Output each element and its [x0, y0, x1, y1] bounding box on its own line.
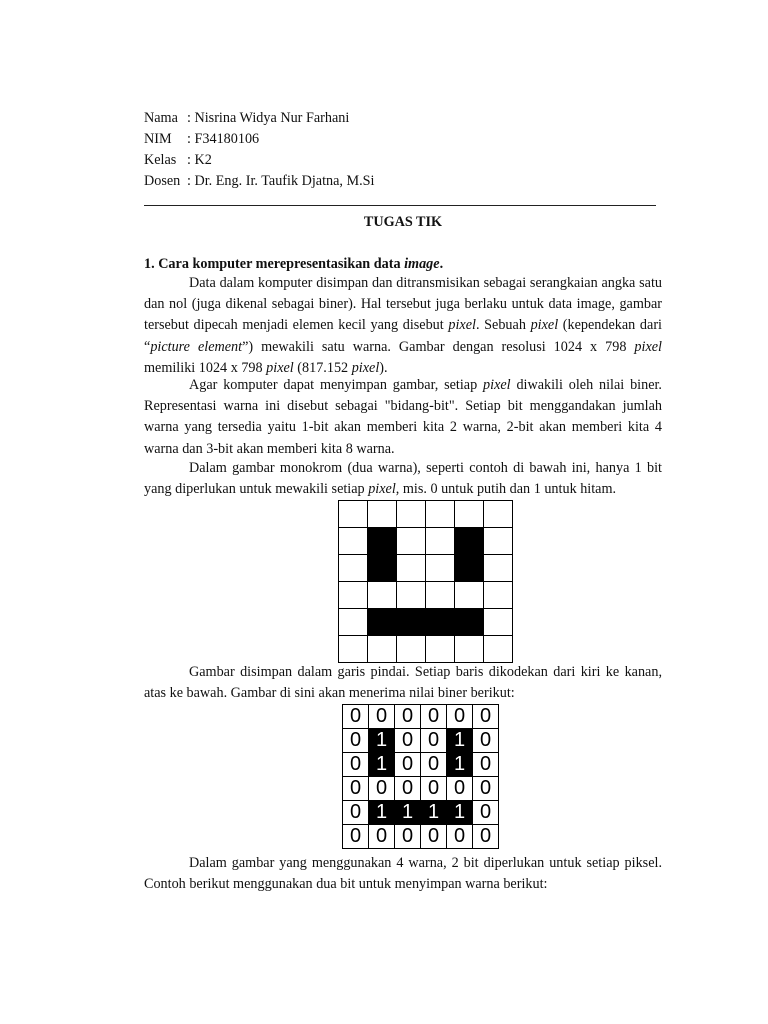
pixel-cell: [484, 609, 513, 636]
nim-label: NIM: [144, 131, 172, 147]
pixel-cell: [397, 609, 426, 636]
binary-cell: 0: [473, 729, 499, 753]
pixel-cell: [455, 582, 484, 609]
binary-cell: 0: [395, 705, 421, 729]
binary-cell: 0: [369, 705, 395, 729]
nama-line: [144, 108, 662, 129]
pixel-cell: [426, 555, 455, 582]
pixel-cell: [368, 501, 397, 528]
binary-cell: 0: [343, 729, 369, 753]
binary-cell: 0: [421, 777, 447, 801]
binary-cell: 0: [343, 753, 369, 777]
pixel-cell: [426, 582, 455, 609]
pixel-cell: [397, 501, 426, 528]
binary-value-grid: [342, 704, 499, 849]
nim-value: : F34180106: [187, 131, 260, 147]
binary-cell: 1: [395, 801, 421, 825]
binary-cell: 0: [369, 825, 395, 849]
binary-row: [343, 801, 499, 825]
binary-cell: 0: [421, 825, 447, 849]
binary-cell: 0: [421, 729, 447, 753]
binary-cell: 0: [473, 753, 499, 777]
pixel-row: [339, 555, 513, 582]
binary-cell: 0: [447, 705, 473, 729]
binary-cell: 0: [473, 777, 499, 801]
pixel-cell: [455, 501, 484, 528]
binary-row: [343, 729, 499, 753]
binary-cell: 0: [473, 825, 499, 849]
binary-row: [343, 825, 499, 849]
pixel-cell: [484, 528, 513, 555]
binary-cell: 0: [395, 753, 421, 777]
pixel-cell: [426, 501, 455, 528]
pixel-cell: [339, 609, 368, 636]
dosen-line: [144, 171, 662, 192]
pixel-cell: [397, 555, 426, 582]
pixel-cell: [426, 528, 455, 555]
nim-line: [144, 129, 662, 150]
pixel-cell: [339, 636, 368, 663]
binary-cell: 1: [447, 801, 473, 825]
dosen-label: Dosen: [144, 173, 181, 189]
paragraph-2: Agar komputer dapat menyimpan gambar, setiap pixel diwakili oleh nilai biner. Representasi warna ini disebut sebagai "bidang-bit". Setiap bit menggandakan jumlah warna yang tersedia yaitu 1-bit akan memberi kita 2 warna, 2-bit akan memberi kita 4 warna dan 3-bit akan memberi kita 8 warna.: [144, 377, 662, 457]
kelas-value: : K2: [187, 152, 212, 168]
binary-cell: 0: [421, 705, 447, 729]
paragraph-4: Gambar disimpan dalam garis pindai. Setiap baris dikodekan dari kiri ke kanan, atas ke bawah. Gambar di sini akan menerima nilai biner berikut:: [144, 664, 662, 702]
pixel-cell: [368, 555, 397, 582]
pixel-cell: [397, 636, 426, 663]
pixel-cell: [368, 582, 397, 609]
pixel-cell: [368, 609, 397, 636]
binary-cell: 1: [421, 801, 447, 825]
binary-cell: 0: [395, 825, 421, 849]
pixel-cell: [455, 609, 484, 636]
binary-cell: 1: [447, 729, 473, 753]
pixel-cell: [484, 501, 513, 528]
binary-cell: 0: [447, 777, 473, 801]
binary-cell: 1: [447, 753, 473, 777]
pixel-cell: [397, 528, 426, 555]
document-title: TUGAS TIK: [363, 214, 443, 230]
binary-cell: 1: [369, 753, 395, 777]
section-heading-italic: image: [404, 256, 440, 272]
monochrome-pixel-grid: [338, 500, 513, 663]
nama-label: Nama: [144, 110, 178, 126]
pixel-cell: [368, 528, 397, 555]
pixel-row: [339, 582, 513, 609]
binary-cell: 0: [473, 705, 499, 729]
section-heading-text: 1. Cara komputer merepresentasikan data: [144, 256, 405, 272]
pixel-cell: [339, 501, 368, 528]
pixel-cell: [339, 582, 368, 609]
pixel-row: [339, 528, 513, 555]
binary-row: [343, 705, 499, 729]
pixel-row: [339, 636, 513, 663]
pixel-cell: [484, 555, 513, 582]
pixel-cell: [455, 528, 484, 555]
pixel-cell: [455, 555, 484, 582]
section-heading-dot: .: [439, 256, 444, 272]
header-divider: [144, 205, 656, 206]
pixel-cell: [339, 555, 368, 582]
pixel-cell: [484, 582, 513, 609]
binary-row: [343, 777, 499, 801]
pixel-cell: [339, 528, 368, 555]
kelas-label: Kelas: [144, 152, 177, 168]
paragraph-3: Dalam gambar monokrom (dua warna), seperti contoh di bawah ini, hanya 1 bit yang diperlukan untuk mewakili setiap pixel, mis. 0 untuk putih dan 1 untuk hitam.: [144, 460, 662, 498]
binary-cell: 0: [343, 777, 369, 801]
pixel-cell: [484, 636, 513, 663]
binary-cell: 0: [395, 777, 421, 801]
pixel-cell: [368, 636, 397, 663]
binary-cell: 0: [369, 777, 395, 801]
pixel-row: [339, 609, 513, 636]
binary-cell: 0: [343, 705, 369, 729]
nama-value: : Nisrina Widya Nur Farhani: [187, 110, 350, 126]
pixel-cell: [426, 609, 455, 636]
binary-cell: 0: [343, 825, 369, 849]
pixel-cell: [426, 636, 455, 663]
binary-cell: 1: [369, 729, 395, 753]
paragraph-5: Dalam gambar yang menggunakan 4 warna, 2 bit diperlukan untuk setiap piksel. Contoh berikut menggunakan dua bit untuk menyimpan warna berikut:: [144, 855, 662, 893]
pixel-row: [339, 501, 513, 528]
dosen-value: : Dr. Eng. Ir. Taufik Djatna, M.Si: [187, 173, 375, 189]
section-heading: [144, 254, 443, 275]
pixel-cell: [397, 582, 426, 609]
binary-row: [343, 753, 499, 777]
binary-cell: 0: [421, 753, 447, 777]
kelas-line: [144, 150, 662, 171]
binary-cell: 0: [473, 801, 499, 825]
binary-cell: 0: [395, 729, 421, 753]
binary-cell: 0: [447, 825, 473, 849]
paragraph-1: Data dalam komputer disimpan dan ditransmisikan sebagai serangkaian angka satu dan nol (juga dikenal sebagai biner). Hal tersebut juga berlaku untuk data image, gambar tersebut dipecah menjadi elemen kecil yang disebut pixel. Sebuah pixel (kependekan dari “picture element”) mewakili satu warna. Gambar dengan resolusi 1024 x 798 pixel memiliki 1024 x 798 pixel (817.152 pixel).: [144, 275, 662, 376]
binary-cell: 0: [343, 801, 369, 825]
binary-cell: 1: [369, 801, 395, 825]
pixel-cell: [455, 636, 484, 663]
